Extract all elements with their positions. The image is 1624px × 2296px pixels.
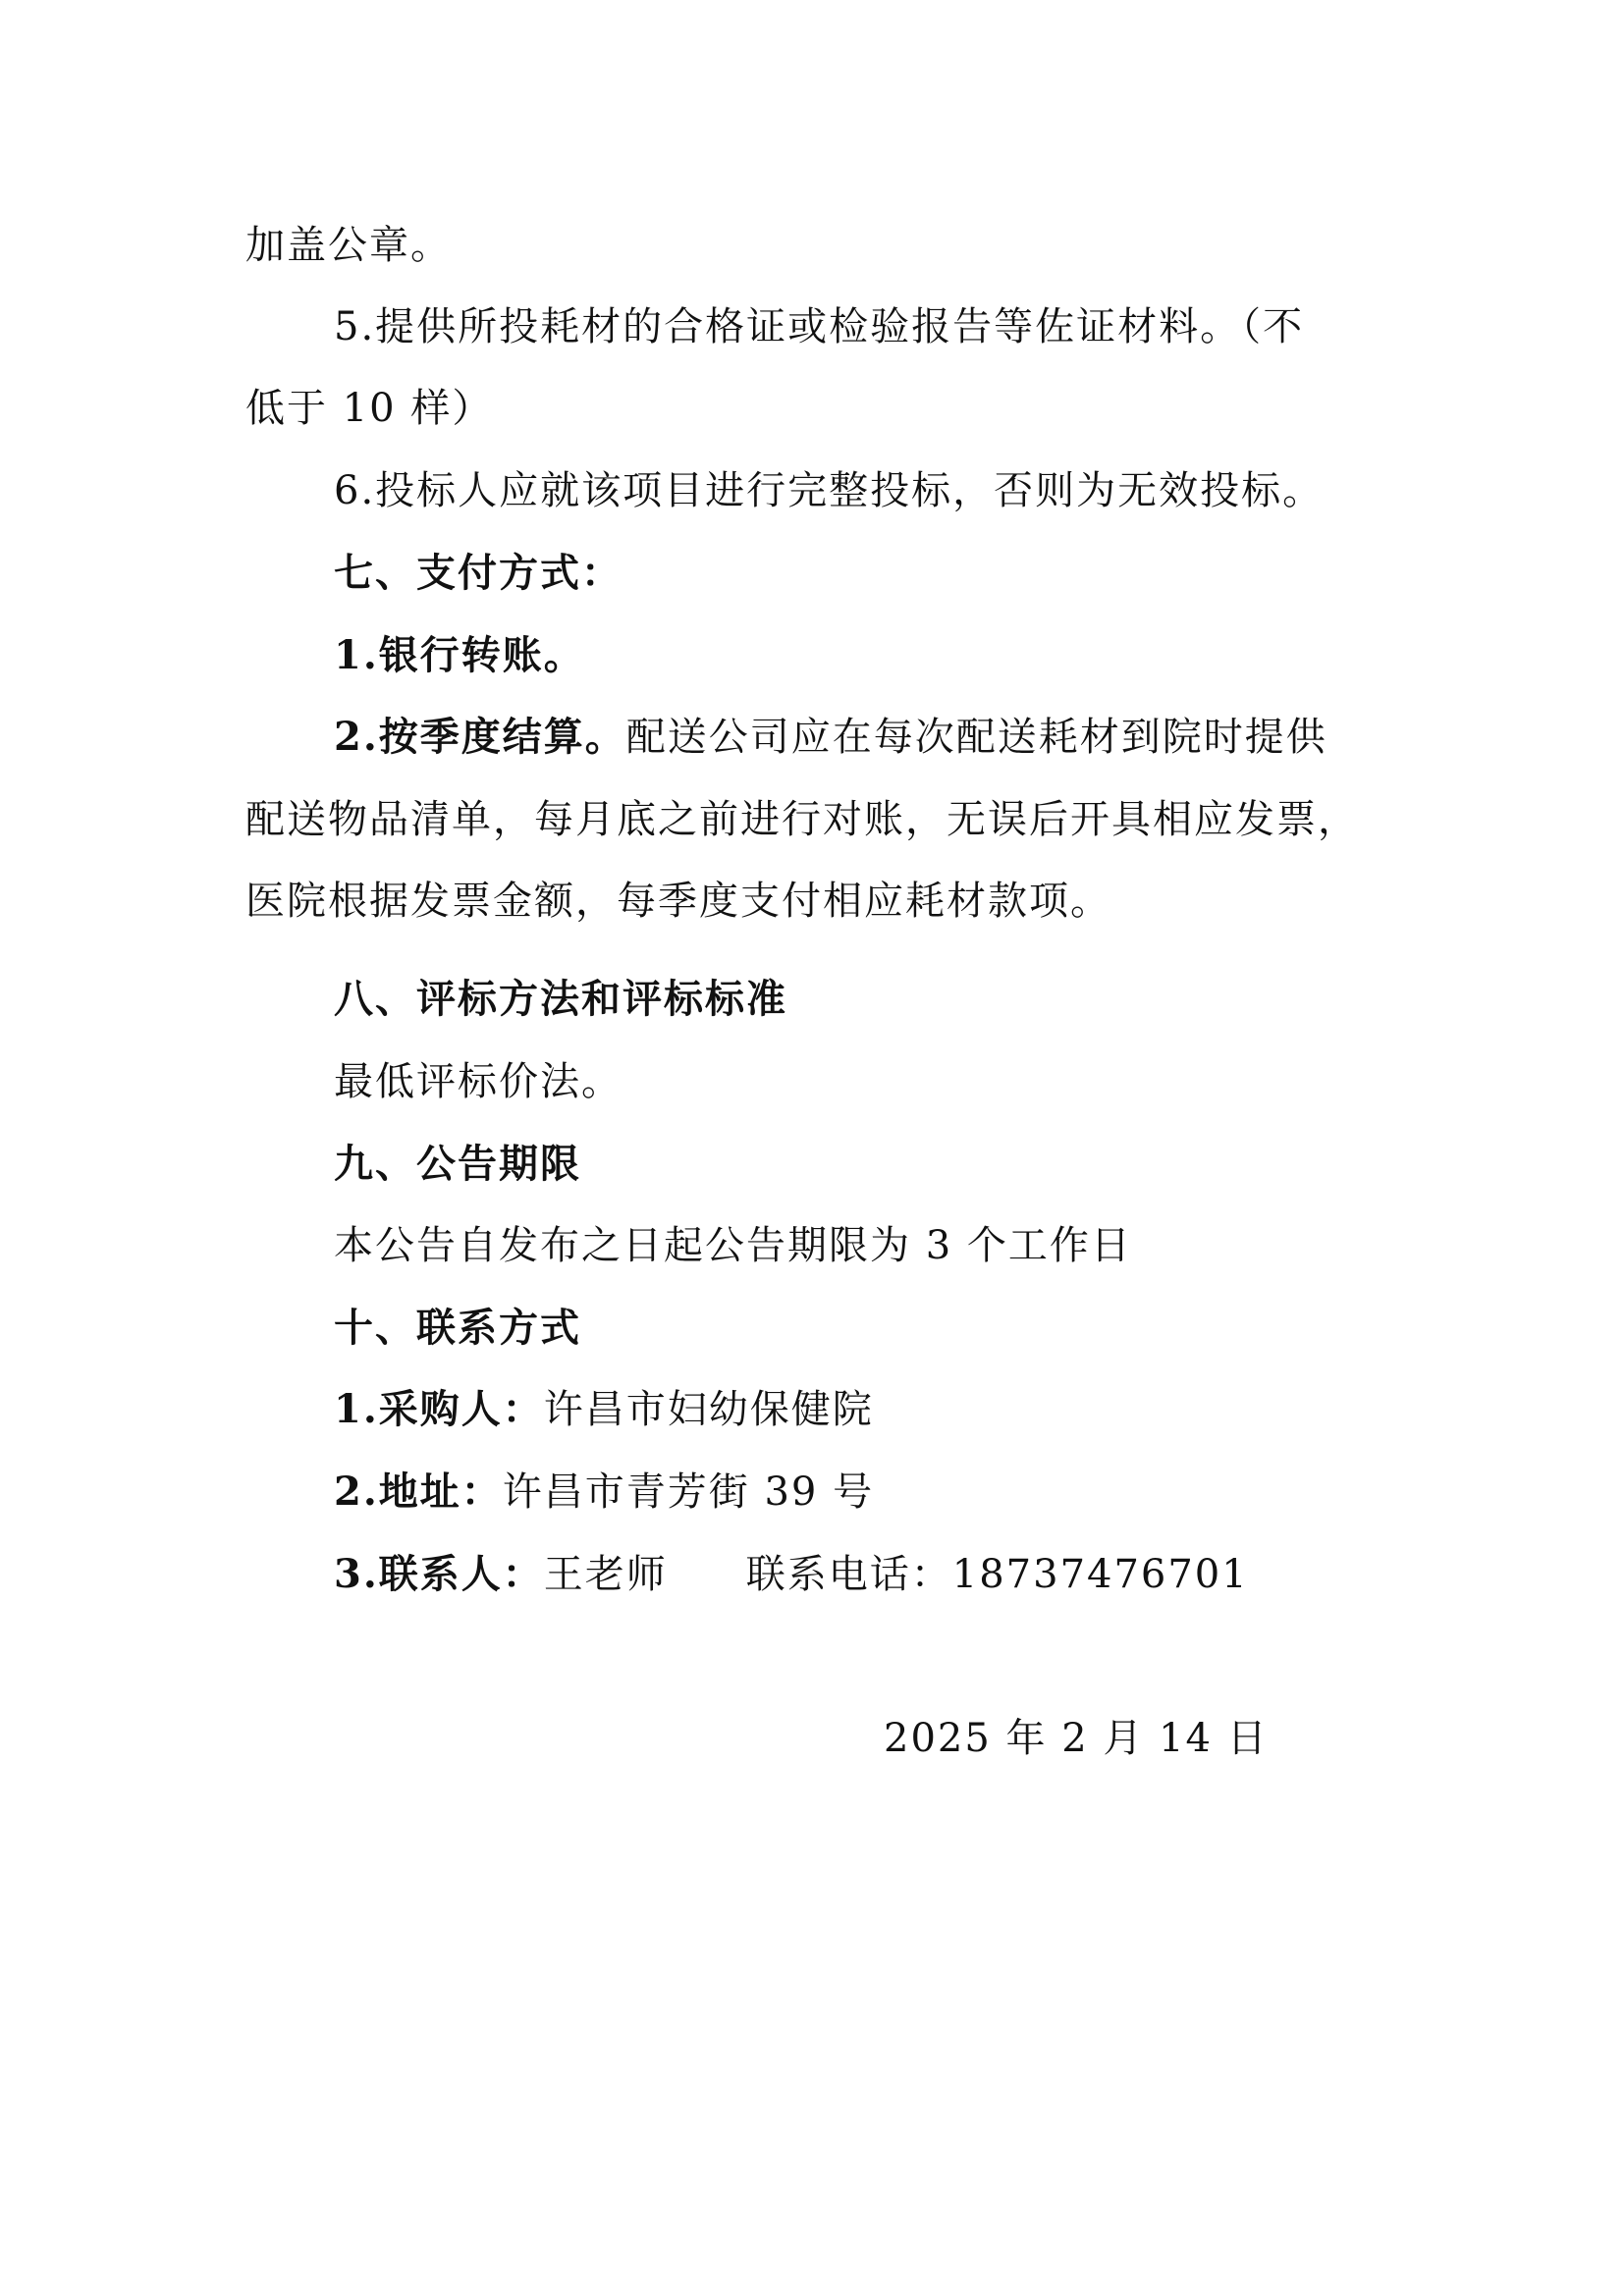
section-9-heading: 九、公告期限 (334, 1141, 581, 1187)
address-value: 许昌市青芳街 39 号 (502, 1469, 875, 1515)
document-date: 2025 年 2 月 14 日 (884, 1716, 1269, 1761)
section-8-heading: 八、评标方法和评标标准 (334, 976, 787, 1022)
item-6-complete-bid: 6.投标人应就该项目进行完整投标，否则为无效投标。 (334, 468, 1325, 513)
payment-item-2 (334, 710, 1388, 765)
payment-item-2-continuation-1: 配送物品清单，每月底之前进行对账，无误后开具相应发票， (245, 797, 1359, 842)
section-10-heading: 十、联系方式 (334, 1305, 581, 1351)
payment-item-2-continuation-2: 医院根据发票金额，每季度支付相应耗材款项。 (245, 879, 1111, 924)
item-5-continuation: 低于 10 样） (245, 386, 494, 431)
payment-item-1: 1.银行转账。 (334, 632, 585, 678)
contact-purchaser (334, 1382, 1388, 1437)
person-value: 王老师 (543, 1552, 668, 1597)
contact-address (334, 1465, 1388, 1520)
text-line-stamp: 加盖公章。 (245, 223, 452, 268)
notice-period: 本公告自发布之日起公告期限为 3 个工作日 (334, 1223, 1132, 1268)
purchaser-label: 1.采购人： (334, 1386, 544, 1432)
address-label: 2.地址： (334, 1468, 503, 1515)
payment-item-2-label: 2.按季度结算。 (334, 714, 626, 760)
contact-person (334, 1547, 1388, 1602)
evaluation-method: 最低评标价法。 (334, 1059, 623, 1104)
phone-value: 18737476701 (951, 1552, 1249, 1597)
phone-label: 联系电话： (745, 1552, 952, 1597)
section-7-heading: 七、支付方式： (334, 550, 623, 596)
purchaser-value: 许昌市妇幼保健院 (543, 1387, 874, 1432)
item-5-certificates: 5.提供所投耗材的合格证或检验报告等佐证材料。（不 (334, 304, 1305, 349)
payment-item-2-text: 配送公司应在每次配送耗材到院时提供 (625, 715, 1327, 760)
person-label: 3.联系人： (334, 1551, 544, 1597)
